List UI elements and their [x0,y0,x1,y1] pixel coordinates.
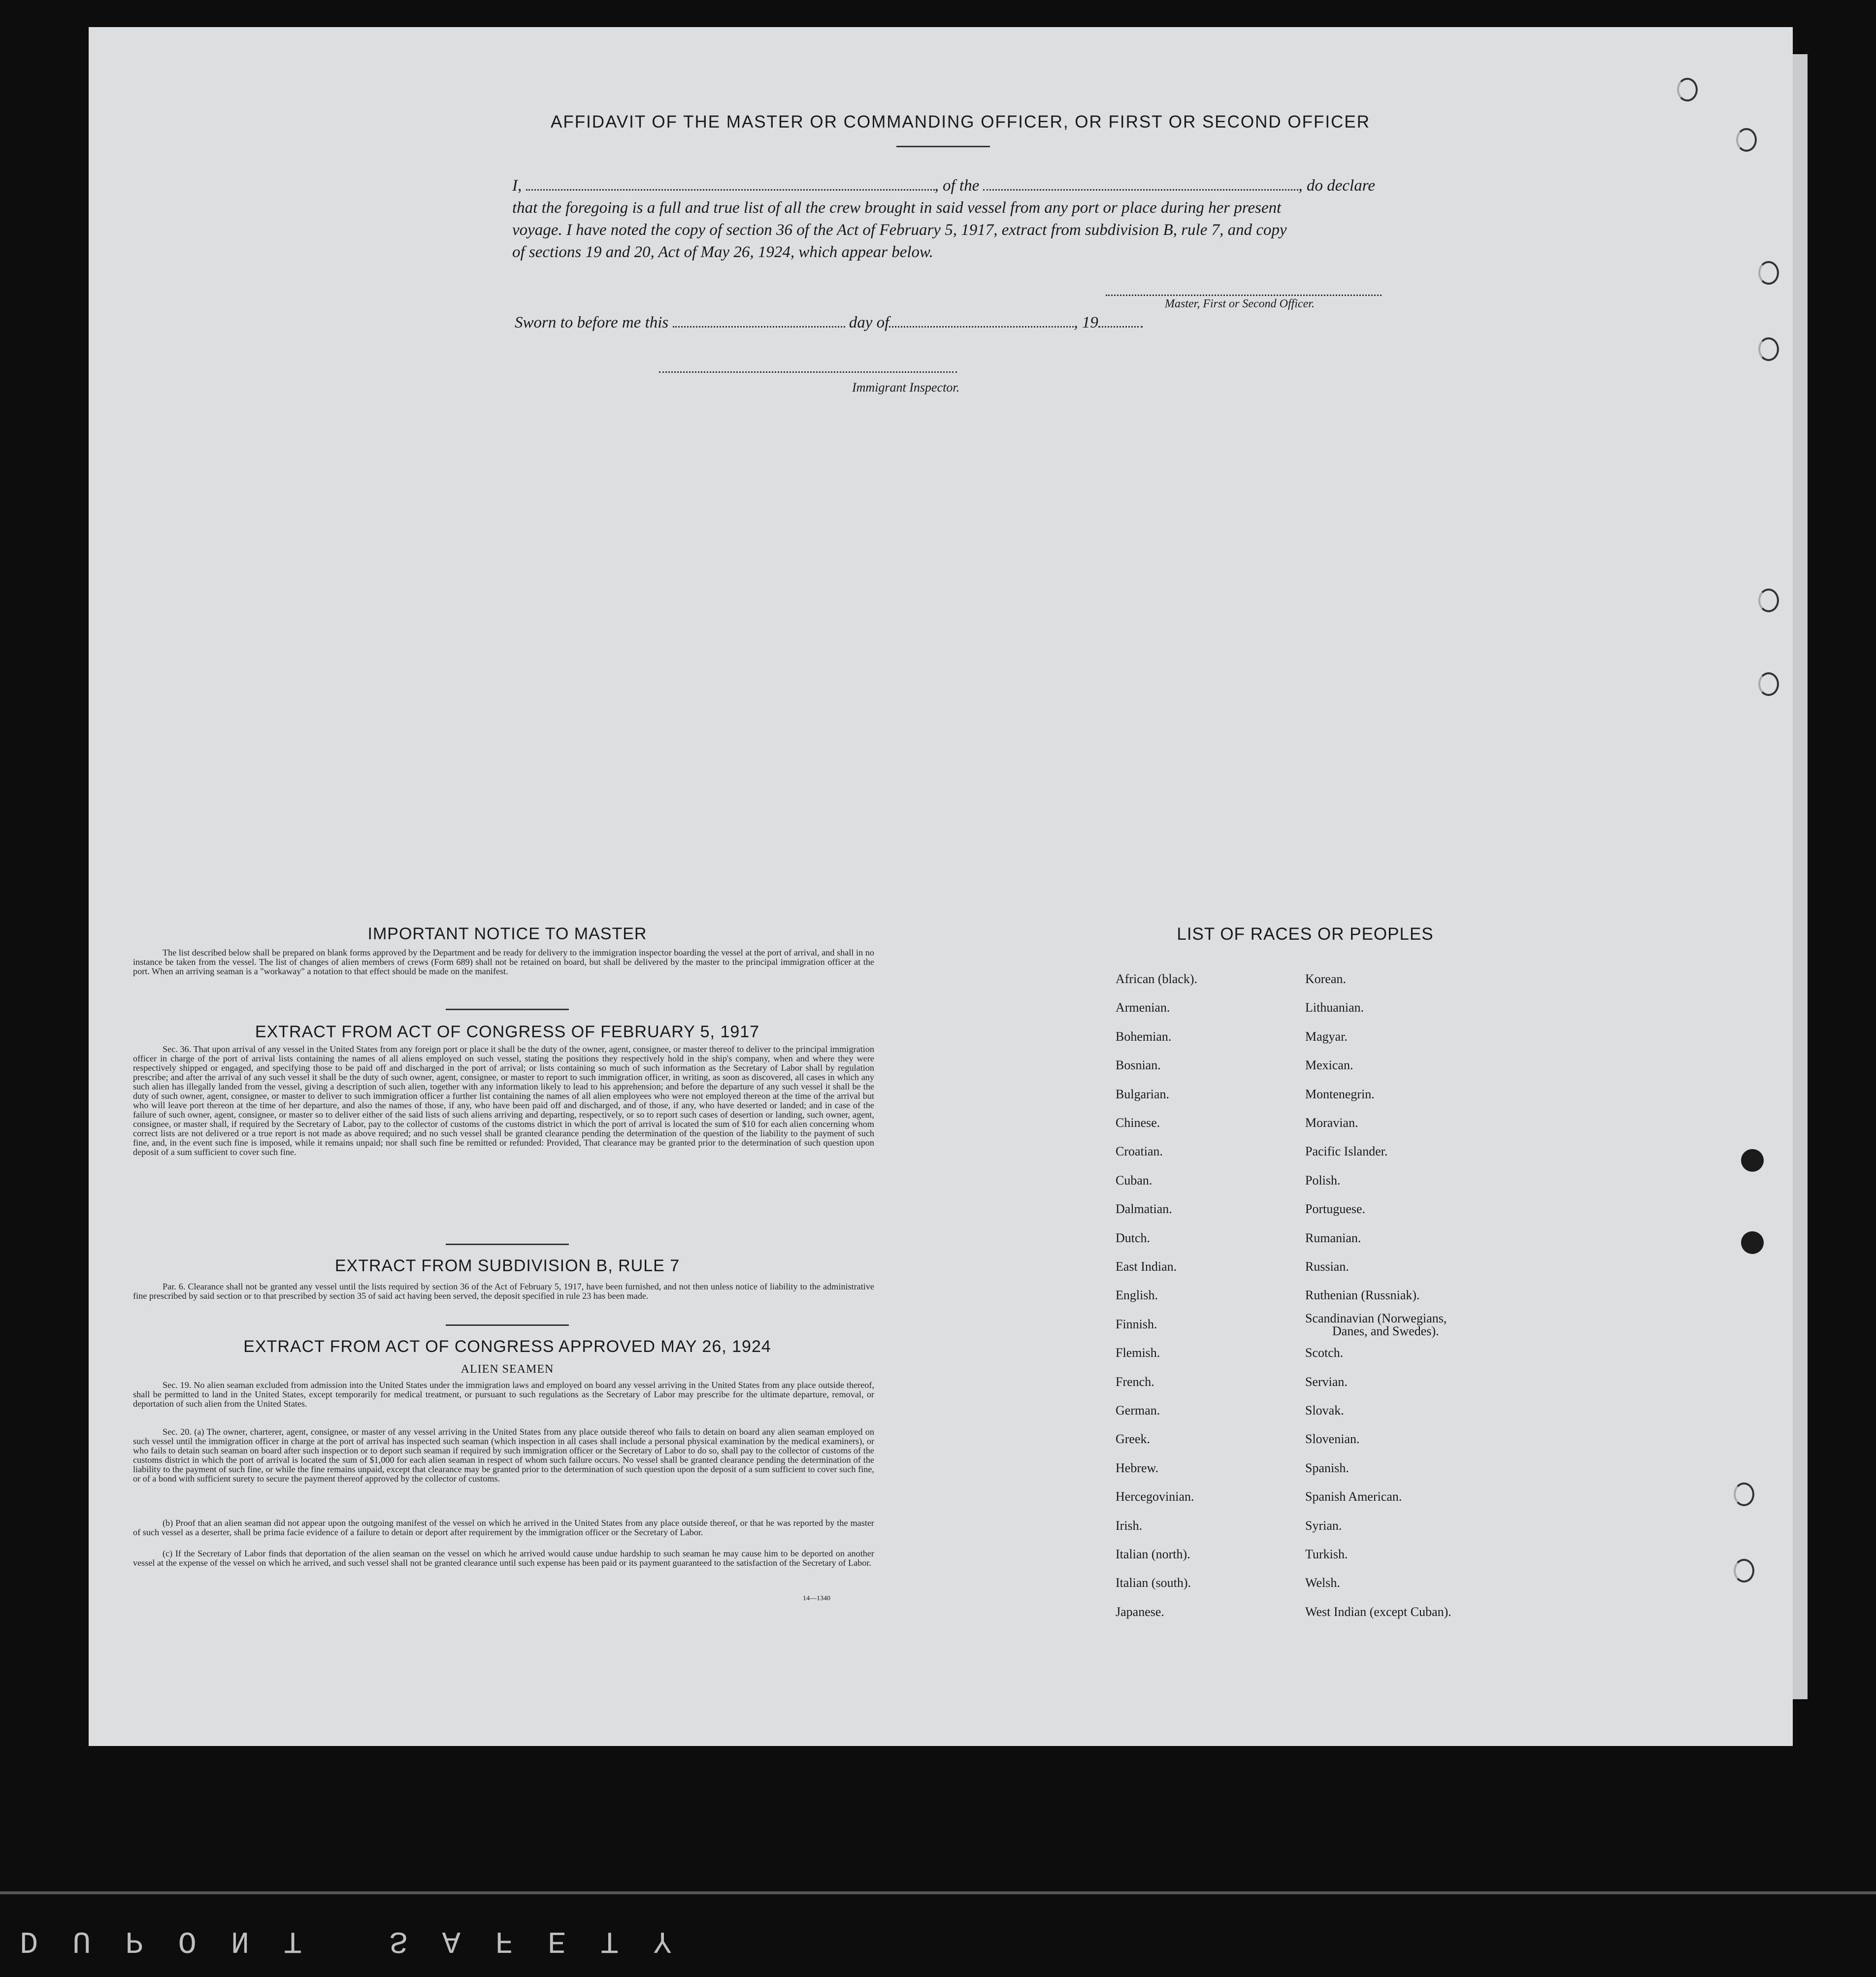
rule-7-title: EXTRACT FROM SUBDIVISION B, RULE 7 [334,1256,680,1275]
race-right-item: Korean. [1305,972,1347,986]
race-right-item: Scotch. [1305,1346,1344,1360]
race-left-item: German. [1116,1403,1160,1417]
sworn-line [515,313,1143,332]
race-left-item: Bosnian. [1116,1058,1161,1073]
race-left-item: Hercegovinian. [1116,1489,1194,1504]
sworn-month-field[interactable] [889,313,1074,328]
notice-title: IMPORTANT NOTICE TO MASTER [367,924,647,943]
race-right-item: Portuguese. [1305,1202,1366,1217]
race-left-item: East Indian. [1116,1259,1177,1274]
inspector-signature-field[interactable] [659,359,957,373]
officer-name-field[interactable] [526,176,935,191]
race-left-item: Bulgarian. [1116,1087,1170,1101]
race-left-item: Hebrew. [1116,1460,1159,1475]
form-number: 14—1340 [803,1595,830,1602]
sworn-year-field[interactable] [1098,313,1143,328]
binding-hole [1741,1149,1764,1172]
race-right-item: Welsh. [1305,1576,1340,1590]
binding-hole [1758,589,1779,612]
binding-hole [1734,1559,1754,1582]
extract-1924-title: EXTRACT FROM ACT OF CONGRESS APPROVED MAY 26, 1924 [243,1337,771,1356]
binding-hole [1758,672,1779,696]
race-right-item: Russian. [1305,1259,1349,1274]
race-left-item: Greek. [1116,1432,1151,1447]
races-title: LIST OF RACES OR PEOPLES [1177,924,1434,944]
race-right-item: Magyar. [1305,1029,1348,1044]
race-right-item: Servian. [1305,1374,1348,1389]
race-right-item: Ruthenian (Russniak). [1305,1288,1420,1303]
race-left-item: Croatian. [1116,1144,1163,1159]
affidavit-declaration [512,175,1418,264]
race-right-item: Rumanian. [1305,1230,1361,1245]
race-right-item: Moravian. [1305,1116,1358,1130]
race-right-item: Lithuanian. [1305,1000,1364,1015]
race-left-item: Cuban. [1116,1173,1152,1187]
race-right-item: Polish. [1305,1173,1341,1187]
notice-text: The list described below shall be prepared on blank forms approved by the Department and be ready for delivery to the immigration inspector boarding the vessel at the port of arrival, and shall in no instance be taken from the vessel. The list of changes of alien members of crews (Form 689) shall not be retained on board, but shall be delivered by the master to the principal immigration officer at the port. When an arriving seaman is a "workaway" a notation to that effect should be made on the manifest. [133,948,874,976]
decl-text: , of the [934,177,980,195]
sec-19-text: Sec. 19. No alien seaman excluded from admission into the United States under the immigration laws and employed on board any vessel arriving in the United States from any place outside thereof, shall be permitted to land in the United States, except temporarily for medical treatment, or pursuant to such regulations as the Secretary of Labor may prescribe for the ultimate departure, removal, or deportation of such alien from the United States. [133,1380,874,1409]
divider [896,146,990,147]
master-signature-label: Master, First or Second Officer. [1165,297,1315,310]
divider [446,1009,569,1010]
race-right-item: Spanish. [1305,1460,1349,1475]
film-edge-bar [0,1891,1876,1894]
divider [446,1244,569,1245]
binding-hole [1736,128,1757,152]
alien-seamen-subtitle: ALIEN SEAMEN [461,1363,554,1376]
affidavit-title: AFFIDAVIT OF THE MASTER OR COMMANDING OFFICER, OR FIRST OR SECOND OFFICER [550,112,1371,132]
race-right-item: Syrian. [1305,1518,1342,1533]
race-left-item: English. [1116,1288,1158,1303]
race-right-item-continuation: Danes, and Swedes). [1332,1323,1439,1338]
race-right-item: Slovenian. [1305,1432,1360,1447]
race-left-item: Italian (north). [1116,1547,1190,1561]
sworn-text: , 19 [1074,314,1098,331]
film-edge-text: DUPONT SAFETY [20,1923,706,1958]
document-sheet [89,27,1793,1746]
decl-text: voyage. I have noted the copy of section 36 of the Act of February 5, 1917, extract from subdivision B, rule 7, and copy [512,221,1287,239]
binding-hole [1758,337,1779,361]
race-right-item: Montenegrin. [1305,1087,1375,1101]
vessel-name-field[interactable] [983,176,1298,191]
race-right-item: Spanish American. [1305,1489,1402,1504]
sworn-day-field[interactable] [673,313,845,328]
race-right-item: Pacific Islander. [1305,1144,1388,1159]
race-left-item: Finnish. [1116,1317,1157,1331]
sec-20a-text: Sec. 20. (a) The owner, charterer, agent, consignee, or master of any vessel arriving in the United States from any place outside thereof who fails to detain on board any alien seaman employed on such vessel until the immigration officer in charge at the port of arrival has inspected such seaman (which inspection in all cases shall include a personal physical examination by the medical examiners), or who fails to detain such seaman on board after such inspection or to deport such seaman if required by such immigration officer or the Secretary of Labor to do so, shall pay to the collector of customs of the customs district in which the port of arrival is located the sum of $1,000 for each alien seaman in respect of whom such failure occurs. No vessel shall be granted clearance pending the determination of the liability to the payment of such fine, or while the fine remains unpaid, except that clearance may be granted prior to the determination of such question upon the deposit of a sum sufficient to cover such fine, or of a bond with sufficient surety to secure the payment thereof approved by the collector of customs. [133,1427,874,1483]
extract-1917-title: EXTRACT FROM ACT OF CONGRESS OF FEBRUARY 5, 1917 [255,1022,760,1041]
sec-20b-text: (b) Proof that an alien seaman did not appear upon the outgoing manifest of the vessel on which he arrived in the United States from any place outside thereof, or that he was reported by the master of such vessel as a deserter, shall be prima facie evidence of a failure to detain or deport after requirement by the immigration officer or the Secretary of Labor. [133,1518,874,1537]
sworn-text: day of [849,314,889,331]
rule-7-text: Par. 6. Clearance shall not be granted any vessel until the lists required by section 36 of the Act of February 5, 1917, have been furnished, and not then unless notice of liability to the administrative fine prescribed by said section or to that prescribed by section 35 of said act having been served, the deposit specified in rule 23 has been made. [133,1282,874,1301]
decl-text: that the foregoing is a full and true list of all the crew brought in said vessel from any port or place during her present [512,199,1282,217]
race-left-item: Dalmatian. [1116,1202,1172,1217]
race-left-item: Chinese. [1116,1116,1160,1130]
race-right-item: Scandinavian (Norwegians, [1305,1311,1447,1325]
race-right-item: West Indian (except Cuban). [1305,1604,1451,1619]
inspector-signature-label: Immigrant Inspector. [852,380,960,395]
divider [446,1324,569,1326]
decl-text: of sections 19 and 20, Act of May 26, 1924, which appear below. [512,243,933,261]
decl-text: I, [512,177,522,195]
master-signature-field[interactable] [1106,282,1382,296]
binding-hole [1741,1231,1764,1254]
race-left-item: African (black). [1116,972,1198,986]
race-right-item: Mexican. [1305,1058,1353,1073]
race-left-item: Flemish. [1116,1346,1160,1360]
race-left-item: Irish. [1116,1518,1143,1533]
race-left-item: Italian (south). [1116,1576,1191,1590]
binding-hole [1758,261,1779,285]
race-left-item: Dutch. [1116,1230,1151,1245]
sworn-text: Sworn to before me this [515,314,669,331]
race-left-item: Bohemian. [1116,1029,1172,1044]
race-right-item: Slovak. [1305,1403,1344,1417]
binding-hole [1677,78,1698,101]
decl-text: , do declare [1298,177,1375,195]
sec-20c-text: (c) If the Secretary of Labor finds that deportation of the alien seaman on the vessel on which he arrived would cause undue hardship to such seaman he may cause him to be deported on another vessel at the expense of the vessel on which he arrived, and such vessel shall not be granted clearance until such expense has been paid or its payment guaranteed to the satisfaction of the Secretary of Labor. [133,1549,874,1568]
race-left-item: French. [1116,1374,1154,1389]
extract-1917-text: Sec. 36. That upon arrival of any vessel in the United States from any foreign port or place it shall be the duty of the owner, agent, consignee, or master thereof to deliver to the principal immigration officer in charge of the port of arrival lists containing the names of all aliens employed on such vessel, stating the positions they respectively hold in the ship's company, when and where they were respectively shipped or engaged, and specifying those to be paid off and discharged in the port of arrival; or lists containing so much of such information as the Secretary of Labor shall by regulation prescribe; and after the arrival of any such vessel it shall be the duty of such owner, agent, consignee, or master to report to such immigration officer, in writing, as soon as discovered, all cases in which any such alien has illegally landed from the vessel, giving a description of such alien, together with any information likely to lead to his apprehension; and before the departure of any such vessel it shall be the duty of such owner, agent, consignee, or master to deliver to such immigration officer a further list containing the names of all alien employees who were not employed thereon at the time of the arrival but who will leave port thereon at the time of her departure, and also the names of those, if any, who have been paid off and discharged, and of those, if any, who have deserted or landed; and in case of the failure of such owner, agent, consignee, or master so to deliver either of the said lists of such aliens arriving and departing, respectively, or so to report such cases of desertion or landing, such owner, agent, consignee, or master shall, if required by the Secretary of Labor, pay to the collector of customs of the customs district in which the port of arrival is located the sum of $10 for each alien concerning whom correct lists are not delivered or a true report is not made as above required; and no such vessel shall be granted clearance pending the determination of the question of the liability to the payment of such fine, and, in the event such fine is imposed, while it remains unpaid; nor shall such fine be remitted or refunded: Provided, That clearance may be granted prior to the determination of such question upon deposit of a sum sufficient to cover such fine. [133,1044,874,1157]
binding-hole [1734,1483,1754,1506]
race-left-item: Japanese. [1116,1604,1164,1619]
race-left-item: Armenian. [1116,1000,1170,1015]
race-right-item: Turkish. [1305,1547,1348,1561]
